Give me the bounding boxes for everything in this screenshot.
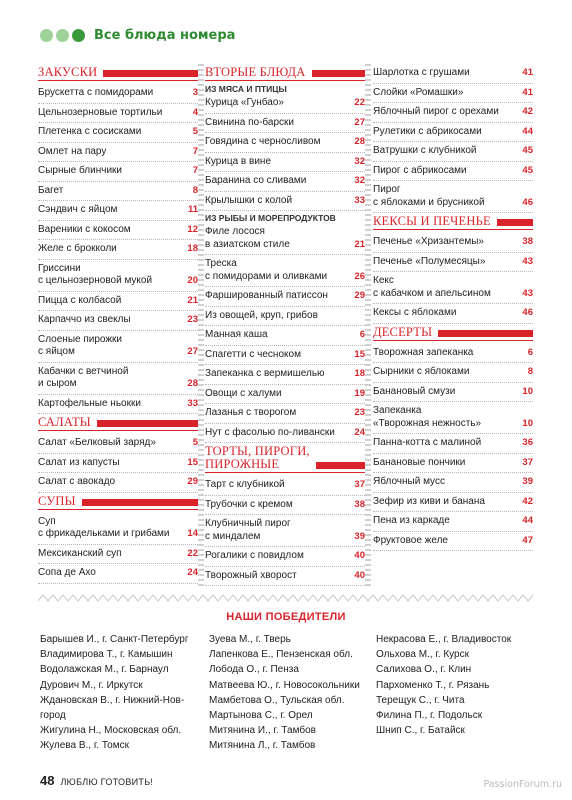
winners-title: НАШИ ПОБЕДИТЕЛИ [226,611,346,623]
recipe-row [38,221,198,241]
winner-name: Митянина И., г. Тамбов [209,725,316,737]
recipe-name: Курица в вине [205,155,272,167]
recipe-name: Манная каша [205,329,268,340]
recipe-page-number: 18 [354,368,365,379]
winner-name: Водолажская М., г. Барнаул [40,664,169,676]
subsection-title: ИЗ РЫБЫ И МОРЕПРОДУКТОВ [205,213,336,223]
recipe-row [38,104,198,124]
recipe-name: Слойки «Ромашки» [373,86,464,98]
winner-name: Пархоменко Т., г. Рязань [376,679,490,691]
recipe-name: Салат из капусты [38,456,120,468]
section-underline [373,340,533,341]
recipe-page-number: 46 [522,196,533,208]
recipe-row [373,272,533,304]
recipe-page-number: 6 [359,329,365,340]
recipe-page-number: 24 [354,426,365,438]
section-title: КЕКСЫ И ПЕЧЕНЬЕ [373,214,491,228]
winner-name: Салихова О., г. Клин [376,664,472,676]
recipe-name: Пицца с колбасой [38,294,122,306]
recipe-name: Салат «Белковый заряд» [38,437,156,448]
recipe-page-number: 6 [527,346,533,358]
recipe-name: Запеканка «Творожная нежность» [373,405,482,429]
recipe-name: Пена из каркаде [373,515,450,526]
section-bar [497,219,533,226]
recipe-row [373,233,533,253]
contents-column-1 [38,64,198,584]
winner-name: Ждановская В., г. Нижний-Нов- [40,694,185,706]
recipe-row [38,143,198,163]
section-bar [103,70,198,77]
recipe-row [373,162,533,182]
section-header [205,66,365,79]
recipe-page-number: 28 [187,378,198,389]
recipe-row [38,240,198,260]
section-header [373,215,533,228]
recipe-page-number: 7 [192,145,198,157]
recipe-name: Запеканка с вермишелью [205,368,325,379]
recipe-name: Лазанья с творогом [205,407,297,418]
recipe-name: Шарлотка с грушами [373,67,470,78]
recipe-name: Сырные блинчики [38,165,122,176]
recipe-row [205,496,365,516]
recipe-name: Панна-котта с малиной [373,437,482,448]
recipe-page-number: 27 [354,116,365,128]
recipe-name: Кекс с кабачком и апельсином [373,275,491,299]
contents-column-3 [373,64,533,551]
recipe-row [373,84,533,104]
recipe-row [373,304,533,324]
winner-name: Некрасова Е., г. Владивосток [376,634,512,645]
recipe-page-number: 8 [192,184,198,196]
recipe-page-number: 41 [522,67,533,78]
recipe-name: Тарт с клубникой [205,479,285,490]
section-header [205,445,365,471]
recipe-page-number: 44 [522,515,533,526]
section-header [38,495,198,508]
recipe-name: Печенье «Полумесяцы» [373,255,486,267]
recipe-page-number: 37 [354,479,365,490]
section-header [38,66,198,79]
recipe-page-number: 39 [354,530,365,542]
recipe-row [205,172,365,192]
column-divider [198,64,204,588]
subsection-title: ИЗ МЯСА И ПТИЦЫ [205,84,287,94]
recipe-page-number: 42 [522,495,533,507]
recipe-page-number: 14 [187,528,198,539]
recipe-row [38,182,198,202]
recipe-name: Брускетта с помидорами [38,87,154,98]
winner-name: Дурович М., г. Иркутск [40,679,143,691]
recipe-row [373,434,533,454]
recipe-name: Рулетики с абрикосами [373,125,482,137]
section-underline [38,430,198,431]
recipe-row [205,365,365,385]
recipe-row [38,331,198,363]
winner-name: город [40,710,66,722]
green-dot-icon [56,29,69,42]
recipe-name: Клубничный пирог с миндалем [205,518,291,542]
recipe-row [205,326,365,346]
recipe-page-number: 40 [354,550,365,561]
recipe-page-number: 18 [187,243,198,254]
recipe-name: Ватрушки с клубникой [373,145,477,156]
section-title: СУПЫ [38,493,76,508]
recipe-name: Говядина с черносливом [205,136,321,147]
winners-column-1 [40,632,202,754]
section-title: ЗАКУСКИ [38,65,98,79]
recipe-name: Рогалики с повидлом [205,550,304,561]
recipe-row [205,346,365,366]
recipe-name: Свинина по-барски [205,116,294,128]
recipe-page-number: 10 [522,417,533,429]
winner-name: Шнип С., г. Батайск [376,725,465,737]
page-number: 48 [40,773,55,788]
recipe-page-number: 36 [522,437,533,448]
recipe-page-number: 27 [187,346,198,357]
recipe-name: Картофельные ньокки [38,397,141,409]
recipe-row [38,201,198,221]
recipe-page-number: 23 [187,314,198,325]
recipe-row [373,512,533,532]
section-title: ДЕСЕРТЫ [373,324,433,339]
recipe-page-number: 32 [354,155,365,167]
recipe-row [38,513,198,545]
recipe-name: Вареники с кокосом [38,223,131,235]
recipe-row [205,476,365,496]
recipe-page-number: 33 [187,397,198,409]
recipe-page-number: 23 [354,407,365,418]
winner-name: Жулева В., г. Томск [40,740,129,752]
recipe-page-number: 3 [192,87,198,98]
winner-name: Зуева М., г. Тверь [209,634,291,645]
recipe-page-number: 33 [354,194,365,206]
recipe-page-number: 20 [187,275,198,286]
column-divider [365,64,371,588]
magazine-name: ЛЮБЛЮ ГОТОВИТЬ! [60,777,154,787]
recipe-row [38,292,198,312]
recipe-page-number: 7 [192,165,198,176]
recipe-row [205,287,365,307]
recipe-row [373,344,533,364]
recipe-page-number: 26 [354,270,365,282]
recipe-name: Банановые пончики [373,456,466,468]
section-title: ТОРТЫ, ПИРОГИ, ПИРОЖНЫЕ [205,444,310,471]
recipe-row [205,255,365,287]
recipe-name: Салат с авокадо [38,476,116,487]
recipe-row [373,402,533,434]
recipe-name: Яблочный мусс [373,476,445,487]
section-bar [316,462,365,469]
contents-column-2 [205,64,365,586]
recipe-page-number: 11 [187,204,198,215]
recipe-row [205,307,365,327]
recipe-row [38,395,198,415]
recipe-page-number: 44 [522,125,533,137]
recipe-page-number: 5 [192,126,198,137]
recipe-page-number: 21 [354,238,365,250]
section-underline [205,472,365,473]
recipe-row [373,103,533,123]
recipe-name: Творожный хворост [205,569,297,581]
section-underline [38,509,198,510]
section-title: ВТОРЫЕ БЛЮДА [205,65,306,79]
recipe-row [38,473,198,493]
recipe-name: Творожная запеканка [373,346,474,358]
recipe-name: Спагетти с чесноком [205,348,301,360]
recipe-row [373,363,533,383]
recipe-page-number: 15 [354,348,365,360]
section-bar [97,420,198,427]
recipe-row [373,64,533,84]
winner-name: Матвеева Ю., г. Новосокольники [209,679,360,691]
winner-name: Терещук С., г. Чита [376,694,465,706]
green-dot-icon [72,29,85,42]
recipe-page-number: 42 [522,106,533,117]
recipe-row [373,181,533,213]
recipe-row [38,162,198,182]
recipe-name: Пирог с яблоками и брусникой [373,184,485,208]
recipe-row [373,454,533,474]
recipe-row [38,84,198,104]
winner-name: Ольхова М., г. Курск [376,649,469,661]
recipe-name: Трубочки с кремом [205,498,293,510]
recipe-row [205,192,365,212]
recipe-page-number: 38 [354,498,365,510]
recipe-name: Овощи с халуми [205,387,282,399]
recipe-row [373,383,533,403]
recipe-page-number: 45 [522,145,533,156]
recipe-row [205,223,365,255]
section-underline [38,80,198,81]
recipe-name: Печенье «Хризантемы» [373,236,484,247]
recipe-row [205,404,365,424]
recipe-name: Треска с помидорами и оливками [205,258,328,282]
recipe-name: Сэндвич с яйцом [38,204,118,215]
recipe-name: Мексиканский суп [38,547,122,559]
recipe-name: Зефир из киви и банана [373,495,485,507]
winners-column-2 [209,632,369,754]
recipe-page-number: 22 [187,547,198,559]
recipe-name: Фаршированный патиссон [205,290,328,301]
recipe-page-number: 32 [354,175,365,186]
recipe-page-number: 4 [192,106,198,118]
recipe-page-number: 41 [522,86,533,98]
recipe-row [38,123,198,143]
section-header [38,416,198,429]
recipe-name: Из овощей, круп, грибов [205,309,318,321]
recipe-name: Гриссини с цельнозерновой мукой [38,262,153,286]
recipe-name: Кексы с яблоками [373,307,457,318]
recipe-name: Сопа де Ахо [38,567,96,578]
recipe-row [205,567,365,587]
recipe-name: Омлет на пару [38,145,107,157]
recipe-name: Цельнозерновые тортильи [38,106,163,118]
recipe-row [205,515,365,547]
recipe-page-number: 43 [522,255,533,267]
recipe-name: Карпаччо из свеклы [38,314,131,325]
recipe-name: Слоеные пирожки с яйцом [38,333,123,357]
recipe-page-number: 22 [354,97,365,108]
recipe-page-number: 15 [187,456,198,468]
recipe-page-number: 29 [354,290,365,301]
section-underline [373,229,533,230]
recipe-name: Баранина со сливами [205,175,307,186]
recipe-page-number: 46 [522,307,533,318]
winner-name: Владимирова Т., г. Камышин [40,649,173,661]
winner-name: Лапенкова Е., Пензенская обл. [209,649,353,661]
section-underline [205,80,365,81]
green-dot-icon [40,29,53,42]
section-bar [312,70,366,77]
recipe-row [373,493,533,513]
recipe-row [205,94,365,114]
recipe-row [38,260,198,292]
page-header [40,24,235,46]
recipe-name: Суп с фрикадельками и грибами [38,515,170,539]
winner-name: Барышев И., г. Санкт-Петербург [40,634,189,645]
recipe-name: Плетенка с сосисками [38,126,142,137]
recipe-page-number: 28 [354,136,365,147]
recipe-page-number: 24 [187,567,198,578]
winner-name: Мартынова С., г. Орел [209,710,313,722]
recipe-page-number: 45 [522,164,533,176]
recipe-row [373,473,533,493]
recipe-row [373,253,533,273]
winners-column-3 [376,632,536,738]
recipe-row [38,363,198,395]
section-bar [438,330,533,337]
recipe-page-number: 10 [522,385,533,397]
recipe-name: Банановый смузи [373,385,456,397]
recipe-page-number: 40 [354,569,365,581]
watermark: PassionForum.ru [483,779,562,790]
recipe-page-number: 8 [527,366,533,377]
recipe-page-number: 43 [522,287,533,299]
recipe-row [38,545,198,565]
recipe-row [205,133,365,153]
recipe-name: Сырники с яблоками [373,366,470,377]
recipe-row [373,142,533,162]
page-footer [40,773,153,788]
recipe-row [373,532,533,552]
recipe-name: Яблочный пирог с орехами [373,106,499,117]
recipe-name: Филе лосося в азиатском стиле [205,226,290,250]
zigzag-divider [38,593,533,603]
recipe-row [205,547,365,567]
recipe-row [205,114,365,134]
recipe-page-number: 21 [187,294,198,306]
recipe-name: Желе с брокколи [38,243,117,254]
recipe-name: Пирог с абрикосами [373,164,467,176]
recipe-page-number: 19 [354,387,365,399]
recipe-page-number: 5 [192,437,198,448]
recipe-row [38,564,198,584]
recipe-page-number: 47 [522,534,533,546]
recipe-name: Багет [38,184,64,196]
winner-name: Митянина Л., г. Тамбов [209,740,316,752]
winner-name: Лобода О., г. Пенза [209,664,299,676]
recipe-name: Крылышки с колой [205,194,293,206]
winner-name: Мамбетова О., Тульская обл. [209,694,345,706]
recipe-row [373,123,533,143]
section-title: САЛАТЫ [38,415,91,429]
recipe-row [205,385,365,405]
recipe-page-number: 38 [522,236,533,247]
recipe-row [38,434,198,454]
page-title: Все блюда номера [94,27,236,43]
recipe-page-number: 37 [522,456,533,468]
recipe-name: Нут с фасолью по-ливански [205,426,335,438]
section-bar [82,499,198,506]
recipe-page-number: 39 [522,476,533,487]
recipe-row [38,311,198,331]
recipe-name: Кабачки с ветчиной и сыром [38,365,129,389]
winner-name: Жигулина Н., Московская обл. [40,725,182,737]
recipe-row [38,454,198,474]
recipe-name: Курица «Гунбао» [205,97,284,108]
winner-name: Филина П., г. Подольск [376,710,483,722]
recipe-name: Фруктовое желе [373,534,448,546]
recipe-page-number: 29 [187,476,198,487]
section-header [373,326,533,339]
recipe-page-number: 12 [187,223,198,235]
recipe-row [205,424,365,444]
recipe-row [205,153,365,173]
